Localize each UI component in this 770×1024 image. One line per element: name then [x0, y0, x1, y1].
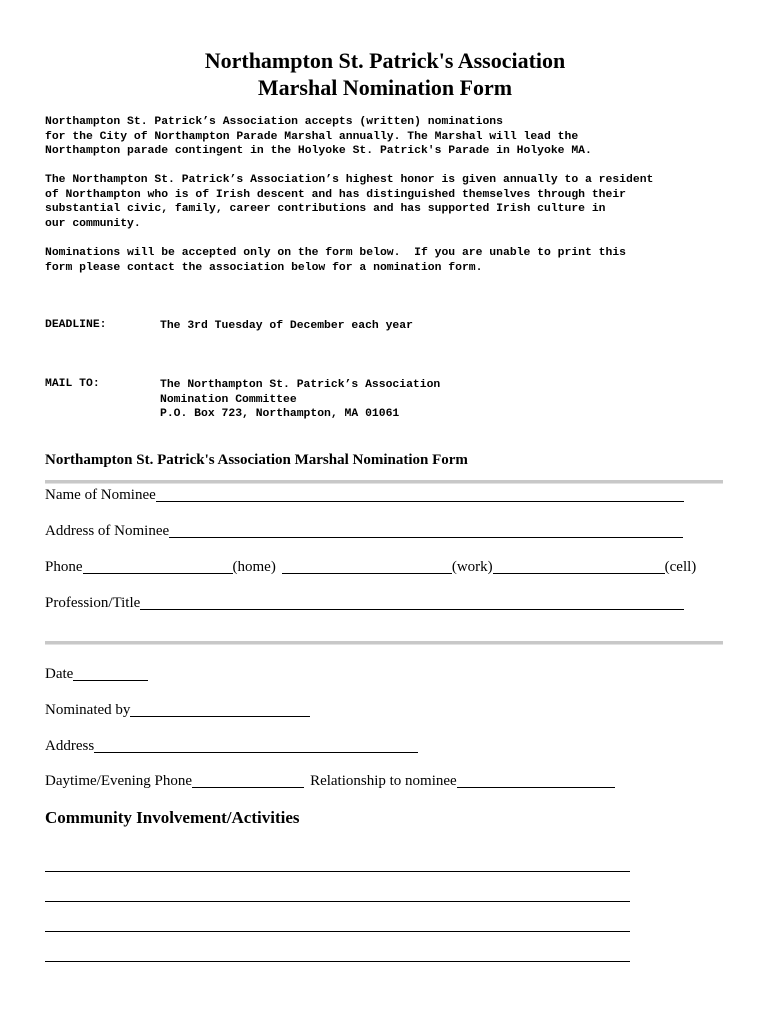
page-subtitle: Marshal Nomination Form — [257, 75, 513, 100]
divider — [45, 641, 723, 645]
home-phone-input[interactable] — [83, 558, 233, 574]
mail-to-label: MAIL TO: — [45, 378, 100, 390]
deadline-value: The 3rd Tuesday of December each year — [160, 320, 413, 332]
address-of-nominee-field — [45, 522, 683, 540]
mail-to-address: The Northampton St. Patrick’s Association Nomination Committee P.O. Box 723, Northampton, MA 01061 — [160, 379, 441, 421]
nominated-by-field — [45, 701, 310, 719]
intro-paragraph-2: The Northampton St. Patrick’s Association’s highest honor is given annually to a resident of Northampton who is of Irish descent and has distinguished themselves through their substantial civic, family, career contributions and has supported Irish culture in our community. — [45, 174, 654, 230]
name-of-nominee-input[interactable] — [156, 486, 684, 502]
community-involvement-line[interactable] — [45, 871, 630, 872]
community-involvement-heading: Community Involvement/Activities — [45, 808, 300, 827]
address-of-nominee-input[interactable] — [169, 522, 683, 538]
phone-label: Phone — [45, 559, 83, 575]
nominated-by-label: Nominated by — [45, 702, 131, 718]
nominator-address-input[interactable] — [94, 737, 418, 753]
home-label: (home) — [232, 559, 276, 575]
cell-label: (cell) — [664, 559, 697, 575]
name-of-nominee-field — [45, 486, 684, 504]
cell-phone-input[interactable] — [493, 558, 665, 574]
profession-field — [45, 594, 684, 612]
community-involvement-line[interactable] — [45, 961, 630, 962]
phone-field — [45, 558, 696, 576]
daytime-phone-input[interactable] — [192, 772, 304, 788]
page-title: Northampton St. Patrick's Association — [204, 48, 566, 73]
nominated-by-input[interactable] — [130, 701, 310, 717]
address-of-nominee-label: Address of Nominee — [45, 523, 170, 539]
nominator-address-label: Address — [45, 738, 95, 754]
name-of-nominee-label: Name of Nominee — [45, 487, 156, 503]
date-field — [45, 665, 148, 683]
relationship-label: Relationship to nominee — [310, 773, 457, 789]
intro-paragraph-1: Northampton St. Patrick’s Association accepts (written) nominations for the City of Northampton Parade Marshal annually. The Marshal will lead the Northampton parade contingent in the Holyoke St. Patrick's Parade in Holyoke MA. — [45, 116, 592, 158]
deadline-label: DEADLINE: — [45, 319, 107, 331]
daytime-phone-field — [45, 772, 615, 790]
divider — [45, 480, 723, 484]
relationship-input[interactable] — [457, 772, 615, 788]
community-involvement-line[interactable] — [45, 931, 630, 932]
work-phone-input[interactable] — [282, 558, 452, 574]
nominator-address-field — [45, 737, 418, 755]
profession-label: Profession/Title — [45, 595, 141, 611]
work-label: (work) — [451, 559, 493, 575]
intro-paragraph-3: Nominations will be accepted only on the form below. If you are unable to print this form please contact the association below for a nomination form. — [45, 247, 627, 274]
profession-input[interactable] — [140, 594, 684, 610]
daytime-phone-label: Daytime/Evening Phone — [45, 773, 193, 789]
date-input[interactable] — [73, 665, 148, 681]
form-section-title: Northampton St. Patrick's Association Marshal Nomination Form — [45, 452, 468, 468]
date-label: Date — [45, 666, 74, 682]
community-involvement-line[interactable] — [45, 901, 630, 902]
